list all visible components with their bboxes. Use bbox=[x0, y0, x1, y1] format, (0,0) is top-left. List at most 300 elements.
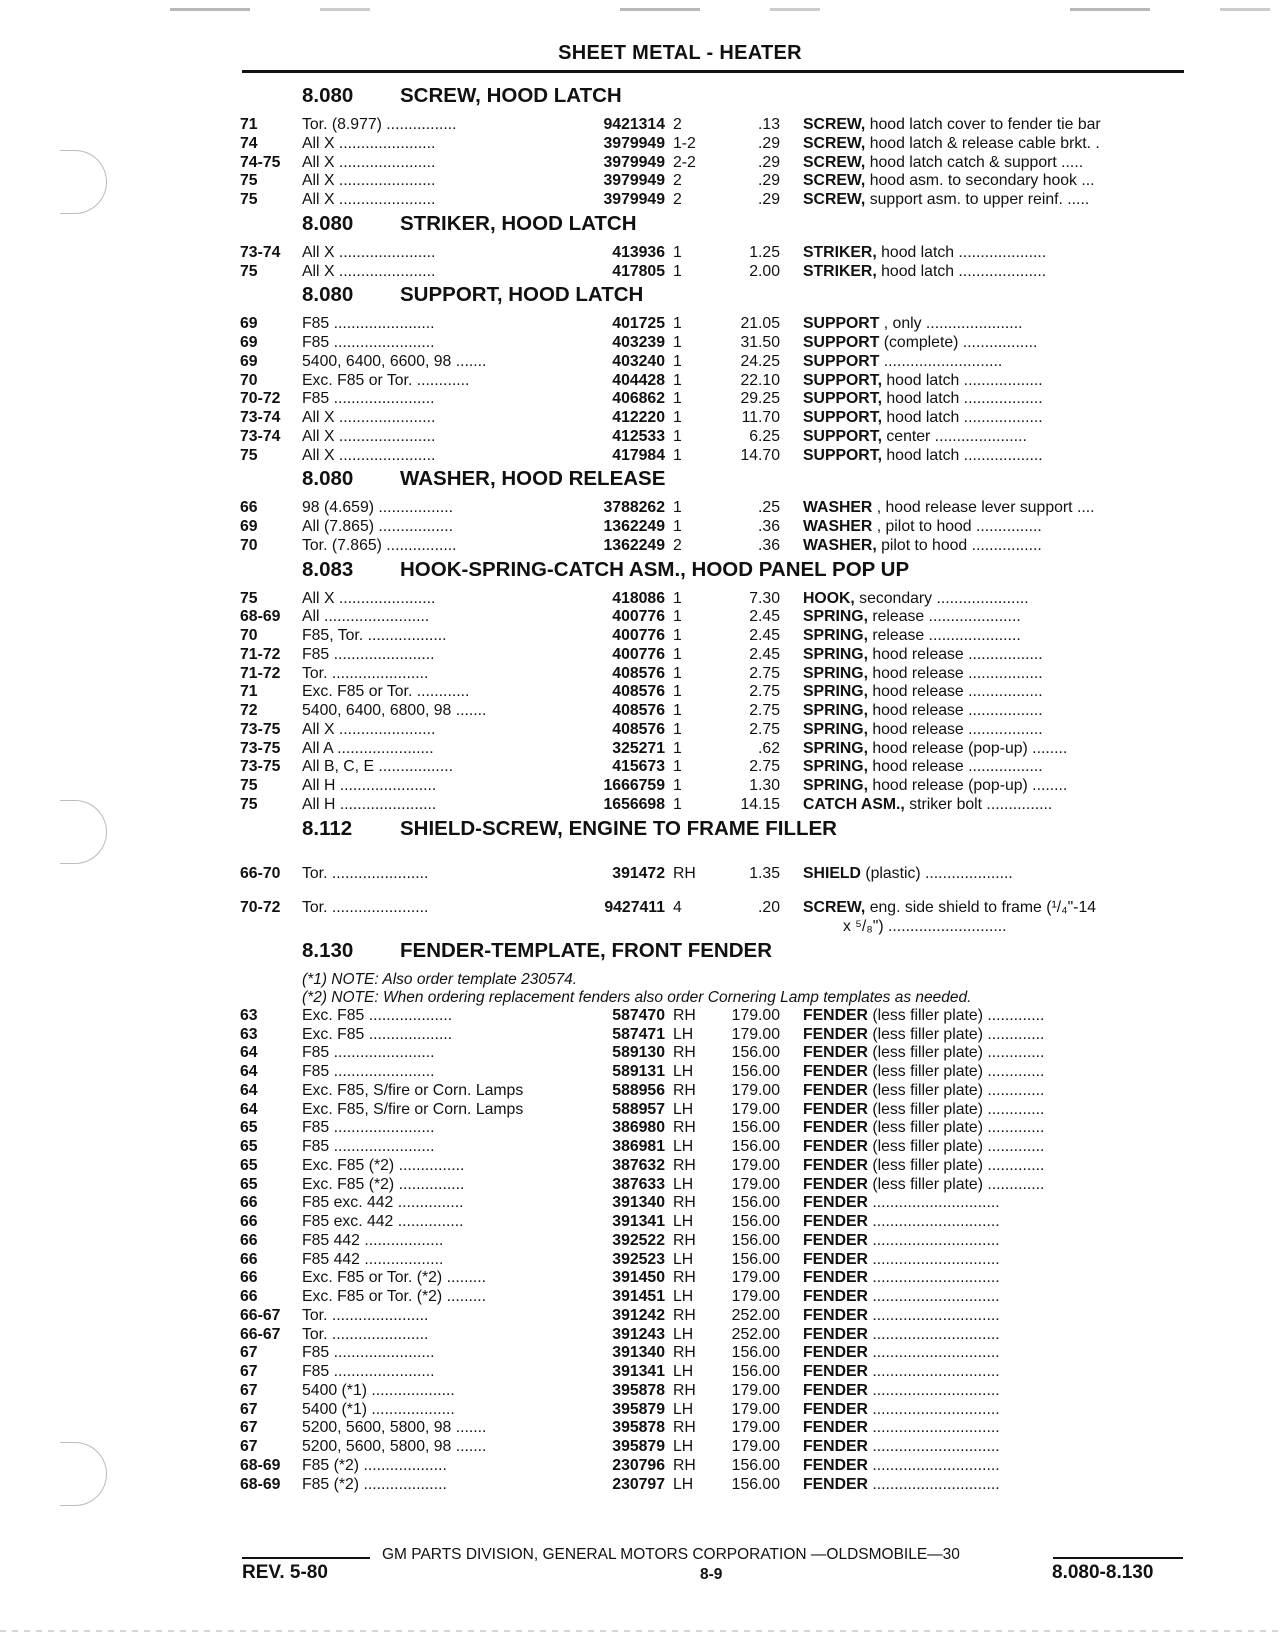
model-year: 69 bbox=[240, 315, 258, 333]
application: F85 ....................... bbox=[302, 645, 435, 663]
price: 2.75 bbox=[749, 664, 780, 682]
price: 179.00 bbox=[731, 1006, 780, 1024]
part-name: SUPPORT bbox=[803, 352, 880, 370]
part-description bbox=[780, 796, 1170, 815]
model-year: 64 bbox=[240, 1063, 258, 1080]
part-number: 3979949 bbox=[603, 134, 665, 152]
price: .36 bbox=[758, 536, 780, 554]
part-number: 408576 bbox=[612, 720, 665, 738]
price: 2.45 bbox=[749, 608, 780, 626]
part-description bbox=[780, 865, 1170, 884]
part-number: 400776 bbox=[612, 645, 665, 663]
part-row bbox=[240, 1101, 1190, 1120]
part-description bbox=[780, 1026, 1170, 1045]
part-description bbox=[780, 409, 1170, 428]
application: 5400 (*1) ................... bbox=[302, 1400, 455, 1418]
part-number: 1656698 bbox=[603, 795, 665, 813]
part-row bbox=[240, 263, 1190, 282]
price: 156.00 bbox=[731, 1213, 780, 1230]
price: 156.00 bbox=[731, 1044, 780, 1062]
application: All A ...................... bbox=[302, 739, 434, 757]
part-name: FENDER bbox=[803, 1081, 868, 1099]
price: 21.05 bbox=[740, 315, 780, 333]
part-detail: , hood release lever support .... bbox=[876, 499, 1095, 517]
row-spacer bbox=[240, 883, 1190, 899]
part-detail: hood latch cover to fender tie bar bbox=[869, 116, 1101, 133]
quantity: LH bbox=[673, 1025, 694, 1043]
application: F85 ....................... bbox=[302, 390, 435, 408]
application: Exc. F85 or Tor. ............ bbox=[302, 683, 470, 701]
part-row bbox=[240, 796, 1190, 815]
page-number: 8-9 bbox=[700, 1566, 723, 1583]
part-name: STRIKER, bbox=[803, 262, 877, 280]
part-name: FENDER bbox=[803, 1325, 868, 1343]
part-number: 408576 bbox=[612, 683, 665, 701]
part-detail: ............................. bbox=[872, 1381, 1000, 1399]
part-detail: secondary ..................... bbox=[859, 589, 1029, 607]
quantity: 2 bbox=[673, 116, 682, 133]
application: All B, C, E ................. bbox=[302, 758, 453, 776]
part-description bbox=[780, 665, 1170, 684]
part-detail: hood release (pop-up) ........ bbox=[872, 777, 1068, 794]
price: 179.00 bbox=[731, 1156, 780, 1174]
price: 2.45 bbox=[749, 645, 780, 663]
application: All H ...................... bbox=[302, 777, 437, 794]
part-row bbox=[240, 683, 1190, 702]
part-row bbox=[240, 191, 1190, 210]
part-number: 417984 bbox=[612, 446, 665, 464]
part-name: SUPPORT, bbox=[803, 390, 882, 408]
part-name: FENDER bbox=[803, 1456, 868, 1474]
price: 14.15 bbox=[740, 795, 780, 813]
part-number: 588956 bbox=[612, 1081, 665, 1099]
model-year: 70 bbox=[240, 627, 258, 644]
application: All X ...................... bbox=[302, 172, 436, 190]
quantity: 1 bbox=[673, 446, 682, 464]
price: 2.75 bbox=[749, 720, 780, 738]
application: All (7.865) ................. bbox=[302, 518, 453, 535]
model-year: 66 bbox=[240, 499, 258, 517]
quantity: LH bbox=[673, 1438, 694, 1455]
part-description bbox=[780, 537, 1170, 556]
quantity: RH bbox=[673, 1231, 696, 1249]
application: All X ...................... bbox=[302, 446, 436, 464]
part-name: FENDER bbox=[803, 1138, 868, 1155]
price: 11.70 bbox=[741, 409, 780, 426]
part-description bbox=[780, 1307, 1170, 1326]
punch-hole-middle bbox=[60, 800, 107, 864]
application: Tor. ...................... bbox=[302, 1325, 429, 1343]
part-detail: ........................... bbox=[883, 352, 1003, 370]
part-name: FENDER bbox=[803, 1044, 868, 1062]
part-detail: hood latch & release cable brkt. . bbox=[869, 134, 1100, 152]
model-year: 70 bbox=[240, 371, 258, 389]
part-name: FENDER bbox=[803, 1306, 868, 1324]
part-row bbox=[240, 135, 1190, 154]
part-name: SCREW, bbox=[803, 191, 866, 208]
price: 31.50 bbox=[740, 334, 780, 351]
section-code: 8.080 bbox=[302, 467, 354, 491]
part-row bbox=[240, 702, 1190, 721]
part-row bbox=[240, 608, 1190, 627]
application: Tor. ...................... bbox=[302, 899, 429, 917]
part-number: 391242 bbox=[612, 1306, 665, 1324]
part-description bbox=[780, 244, 1170, 263]
price: 252.00 bbox=[731, 1325, 780, 1343]
model-year: 67 bbox=[240, 1419, 258, 1437]
quantity: LH bbox=[673, 1288, 694, 1305]
part-description bbox=[780, 518, 1170, 537]
revision-label: REV. 5-80 bbox=[242, 1562, 328, 1583]
section-heading bbox=[240, 558, 1190, 590]
quantity: 1 bbox=[673, 777, 682, 794]
price: 156.00 bbox=[731, 1119, 780, 1137]
quantity: RH bbox=[673, 1044, 696, 1062]
part-number: 408576 bbox=[612, 664, 665, 682]
part-description bbox=[780, 899, 1170, 918]
part-number: 391340 bbox=[612, 1344, 665, 1362]
price: 156.00 bbox=[731, 1138, 780, 1155]
part-description bbox=[780, 172, 1170, 191]
part-name: SUPPORT bbox=[803, 334, 880, 351]
application: F85 442 .................. bbox=[302, 1231, 444, 1249]
part-description bbox=[780, 1194, 1170, 1213]
part-number: 400776 bbox=[612, 608, 665, 626]
quantity: 1 bbox=[673, 739, 682, 757]
quantity: RH bbox=[673, 1344, 696, 1362]
part-detail: ............................. bbox=[872, 1231, 1000, 1249]
model-year: 74 bbox=[240, 134, 258, 152]
model-year: 73-75 bbox=[240, 739, 281, 757]
model-year: 70 bbox=[240, 536, 258, 554]
row-spacer bbox=[240, 849, 1190, 865]
model-year: 74-75 bbox=[240, 153, 281, 171]
part-detail: (less filler plate) ............. bbox=[872, 1063, 1045, 1080]
price: .20 bbox=[758, 899, 780, 917]
part-number: 418086 bbox=[612, 589, 665, 607]
model-year: 69 bbox=[240, 518, 258, 535]
part-number: 401725 bbox=[612, 315, 665, 333]
part-number: 395878 bbox=[612, 1419, 665, 1437]
model-year: 66-67 bbox=[240, 1306, 281, 1324]
part-row bbox=[240, 758, 1190, 777]
part-description bbox=[780, 1269, 1170, 1288]
quantity: 1 bbox=[673, 371, 682, 389]
quantity: LH bbox=[673, 1475, 694, 1493]
price: 156.00 bbox=[731, 1456, 780, 1474]
part-number: 9427411 bbox=[604, 899, 665, 917]
scan-edge-top bbox=[0, 8, 1280, 11]
part-detail: release ..................... bbox=[872, 627, 1021, 644]
quantity: RH bbox=[673, 1381, 696, 1399]
price: 179.00 bbox=[731, 1400, 780, 1418]
part-number: 587471 bbox=[612, 1025, 665, 1043]
part-row bbox=[240, 1326, 1190, 1345]
part-detail: ............................. bbox=[872, 1306, 1000, 1324]
quantity: LH bbox=[673, 1363, 694, 1380]
application: 5400, 6400, 6800, 98 ....... bbox=[302, 702, 487, 719]
part-row bbox=[240, 518, 1190, 537]
quantity: 1 bbox=[673, 518, 682, 535]
part-detail: hood latch .................. bbox=[886, 390, 1043, 408]
part-row bbox=[240, 1138, 1190, 1157]
model-year: 75 bbox=[240, 262, 258, 280]
part-detail: ............................. bbox=[872, 1269, 1000, 1287]
price: 22.10 bbox=[740, 371, 780, 389]
part-row bbox=[240, 1419, 1190, 1438]
part-detail: (less filler plate) ............. bbox=[872, 1025, 1045, 1043]
application: Exc. F85 or Tor. ............ bbox=[302, 371, 470, 389]
part-name: CATCH ASM., bbox=[803, 795, 905, 813]
part-name: FENDER bbox=[803, 1175, 868, 1193]
part-name: FENDER bbox=[803, 1231, 868, 1249]
quantity: 2 bbox=[673, 191, 682, 208]
section-code: 8.130 bbox=[302, 938, 354, 962]
part-row bbox=[240, 1044, 1190, 1063]
section-title: SUPPORT, HOOD LATCH bbox=[400, 283, 644, 307]
part-description bbox=[780, 116, 1170, 135]
part-row bbox=[240, 315, 1190, 334]
part-detail: eng. side shield to frame (¹/₄"-14 bbox=[869, 899, 1097, 917]
punch-hole-top bbox=[60, 150, 107, 214]
part-description bbox=[780, 1119, 1170, 1138]
application: Tor. (8.977) ................ bbox=[302, 116, 457, 133]
application: F85 ....................... bbox=[302, 1044, 435, 1062]
application: All H ...................... bbox=[302, 795, 437, 813]
part-detail: hood latch .................. bbox=[886, 446, 1043, 464]
part-row bbox=[240, 590, 1190, 609]
part-number: 415673 bbox=[612, 758, 665, 776]
part-name: SUPPORT, bbox=[803, 427, 882, 445]
price: 252.00 bbox=[731, 1306, 780, 1324]
quantity-blank bbox=[665, 918, 711, 937]
part-row bbox=[240, 1307, 1190, 1326]
part-number: 1666759 bbox=[603, 777, 665, 794]
part-number: 386981 bbox=[612, 1138, 665, 1155]
part-row bbox=[240, 1476, 1190, 1495]
part-number: 412533 bbox=[612, 427, 665, 445]
part-row bbox=[240, 1344, 1190, 1363]
price-blank bbox=[711, 918, 780, 937]
part-row bbox=[240, 899, 1190, 918]
part-number: 391340 bbox=[612, 1194, 665, 1212]
section-heading bbox=[240, 817, 1190, 849]
part-description bbox=[780, 334, 1170, 353]
section-code: 8.112 bbox=[302, 816, 353, 840]
part-row bbox=[240, 428, 1190, 447]
part-number-blank bbox=[571, 918, 665, 937]
model-year: 70-72 bbox=[240, 390, 281, 408]
part-row bbox=[240, 665, 1190, 684]
part-row bbox=[240, 353, 1190, 372]
quantity: LH bbox=[673, 1325, 694, 1343]
part-name: FENDER bbox=[803, 1475, 868, 1493]
part-detail: hood latch .................... bbox=[881, 243, 1047, 261]
part-row bbox=[240, 154, 1190, 173]
part-number: 3979949 bbox=[603, 153, 665, 171]
part-description bbox=[780, 315, 1170, 334]
part-row bbox=[240, 1194, 1190, 1213]
part-name: FENDER bbox=[803, 1288, 868, 1305]
part-description bbox=[780, 135, 1170, 154]
part-detail: hood latch .................. bbox=[886, 371, 1043, 389]
part-detail: hood release ................. bbox=[872, 702, 1043, 719]
part-name: FENDER bbox=[803, 1438, 868, 1455]
application: All X ...................... bbox=[302, 720, 436, 738]
part-number: 395879 bbox=[612, 1400, 665, 1418]
price: 2.45 bbox=[749, 627, 780, 644]
section-heading bbox=[240, 212, 1190, 244]
part-number: 588957 bbox=[612, 1100, 665, 1118]
part-number: 404428 bbox=[612, 371, 665, 389]
application: F85 ....................... bbox=[302, 334, 435, 351]
part-row bbox=[240, 627, 1190, 646]
quantity: 2 bbox=[673, 536, 682, 554]
quantity: LH bbox=[673, 1100, 694, 1118]
model-year: 70-72 bbox=[240, 899, 281, 917]
price: 24.25 bbox=[740, 352, 780, 370]
part-detail: (less filler plate) ............. bbox=[872, 1044, 1045, 1062]
price: 179.00 bbox=[731, 1100, 780, 1118]
part-description bbox=[780, 1232, 1170, 1251]
part-detail: (less filler plate) ............. bbox=[872, 1081, 1045, 1099]
model-year: 73-75 bbox=[240, 758, 281, 776]
part-detail: hood latch catch & support ..... bbox=[869, 153, 1084, 171]
model-year-blank bbox=[240, 918, 302, 937]
part-description bbox=[780, 1007, 1170, 1026]
part-detail: (less filler plate) ............. bbox=[872, 1175, 1045, 1193]
part-description bbox=[780, 777, 1170, 796]
part-description bbox=[780, 353, 1170, 372]
part-number: 589130 bbox=[612, 1044, 665, 1062]
model-year: 65 bbox=[240, 1156, 258, 1174]
quantity: 1 bbox=[673, 664, 682, 682]
part-detail: (less filler plate) ............. bbox=[872, 1138, 1045, 1155]
part-description bbox=[780, 390, 1170, 409]
part-detail: (plastic) .................... bbox=[865, 864, 1013, 882]
part-row bbox=[240, 1082, 1190, 1101]
part-number: 403239 bbox=[612, 334, 665, 351]
part-description bbox=[780, 1363, 1170, 1382]
model-year: 66 bbox=[240, 1269, 258, 1287]
application: Exc. F85 or Tor. (*2) ......... bbox=[302, 1288, 487, 1305]
part-name: FENDER bbox=[803, 1119, 868, 1137]
price: 14.70 bbox=[740, 446, 780, 464]
application: F85 442 .................. bbox=[302, 1250, 444, 1268]
section-heading bbox=[240, 467, 1190, 499]
quantity: 1 bbox=[673, 702, 682, 719]
part-name: STRIKER, bbox=[803, 243, 877, 261]
part-name: SUPPORT bbox=[803, 315, 880, 333]
part-row bbox=[240, 372, 1190, 391]
part-detail: hood release ................. bbox=[872, 720, 1043, 738]
quantity: RH bbox=[673, 1006, 696, 1024]
price: .62 bbox=[758, 739, 780, 757]
part-name: SPRING, bbox=[803, 720, 868, 738]
part-detail: ............................. bbox=[872, 1213, 1000, 1230]
section-code: 8.080 bbox=[302, 84, 354, 107]
part-name: SCREW, bbox=[803, 116, 866, 133]
price: 156.00 bbox=[731, 1063, 780, 1080]
part-number: 391472 bbox=[612, 864, 665, 882]
part-row bbox=[240, 1363, 1190, 1382]
price: 1.30 bbox=[749, 777, 780, 794]
part-description bbox=[780, 1382, 1170, 1401]
model-year: 65 bbox=[240, 1175, 258, 1193]
part-description bbox=[780, 1138, 1170, 1157]
part-number: 417805 bbox=[612, 262, 665, 280]
part-detail: ............................. bbox=[872, 1475, 1000, 1493]
model-year: 67 bbox=[240, 1344, 258, 1362]
part-row bbox=[240, 1157, 1190, 1176]
part-description bbox=[780, 1157, 1170, 1176]
model-year: 63 bbox=[240, 1006, 258, 1024]
part-name: SCREW, bbox=[803, 899, 866, 917]
quantity: RH bbox=[673, 1269, 696, 1287]
price: .29 bbox=[758, 134, 780, 152]
part-row bbox=[240, 1063, 1190, 1082]
quantity: 1 bbox=[673, 315, 682, 333]
part-name: SPRING, bbox=[803, 702, 868, 719]
section-title: FENDER-TEMPLATE, FRONT FENDER bbox=[400, 938, 773, 962]
application: All X ...................... bbox=[302, 191, 436, 208]
model-year: 67 bbox=[240, 1438, 258, 1455]
part-number: 406862 bbox=[612, 390, 665, 408]
price: 7.30 bbox=[749, 589, 780, 607]
part-detail: hood release (pop-up) ........ bbox=[872, 739, 1068, 757]
section-title: STRIKER, HOOD LATCH bbox=[400, 211, 637, 235]
part-detail: ............................. bbox=[872, 1344, 1000, 1362]
part-row bbox=[240, 721, 1190, 740]
part-row bbox=[240, 1457, 1190, 1476]
part-description bbox=[780, 1419, 1170, 1438]
part-row bbox=[240, 646, 1190, 665]
part-number: 400776 bbox=[612, 627, 665, 644]
quantity: RH bbox=[673, 1456, 696, 1474]
part-detail: ............................. bbox=[872, 1325, 1000, 1343]
quantity: LH bbox=[673, 1400, 694, 1418]
section-heading bbox=[240, 939, 1190, 971]
price: .36 bbox=[758, 518, 780, 535]
model-year: 71-72 bbox=[240, 664, 281, 682]
part-row bbox=[240, 1119, 1190, 1138]
application: F85 ....................... bbox=[302, 315, 435, 333]
model-year: 72 bbox=[240, 702, 258, 719]
model-year: 75 bbox=[240, 172, 258, 190]
section-heading bbox=[240, 283, 1190, 315]
part-name: SUPPORT, bbox=[803, 371, 882, 389]
footer-rule-left bbox=[242, 1557, 370, 1559]
application: Exc. F85 (*2) ............... bbox=[302, 1175, 465, 1193]
section-note: (*2) NOTE: When ordering replacement fenders also order Cornering Lamp templates as needed. bbox=[302, 988, 972, 1006]
part-name: FENDER bbox=[803, 1250, 868, 1268]
model-year: 66 bbox=[240, 1194, 258, 1212]
model-year: 69 bbox=[240, 334, 258, 351]
part-description bbox=[780, 263, 1170, 282]
part-detail: ............................. bbox=[872, 1288, 1000, 1305]
section-title: SHIELD-SCREW, ENGINE TO FRAME FILLER bbox=[400, 816, 837, 840]
part-name: FENDER bbox=[803, 1344, 868, 1362]
part-number: 391341 bbox=[612, 1213, 665, 1230]
section-title: SCREW, HOOD LATCH bbox=[400, 84, 622, 107]
part-description bbox=[780, 1326, 1170, 1345]
price: 29.25 bbox=[740, 390, 780, 408]
price: 1.25 bbox=[749, 243, 780, 261]
quantity: 1 bbox=[673, 390, 682, 408]
price: 179.00 bbox=[731, 1025, 780, 1043]
model-year: 75 bbox=[240, 589, 258, 607]
model-year: 73-74 bbox=[240, 427, 281, 445]
